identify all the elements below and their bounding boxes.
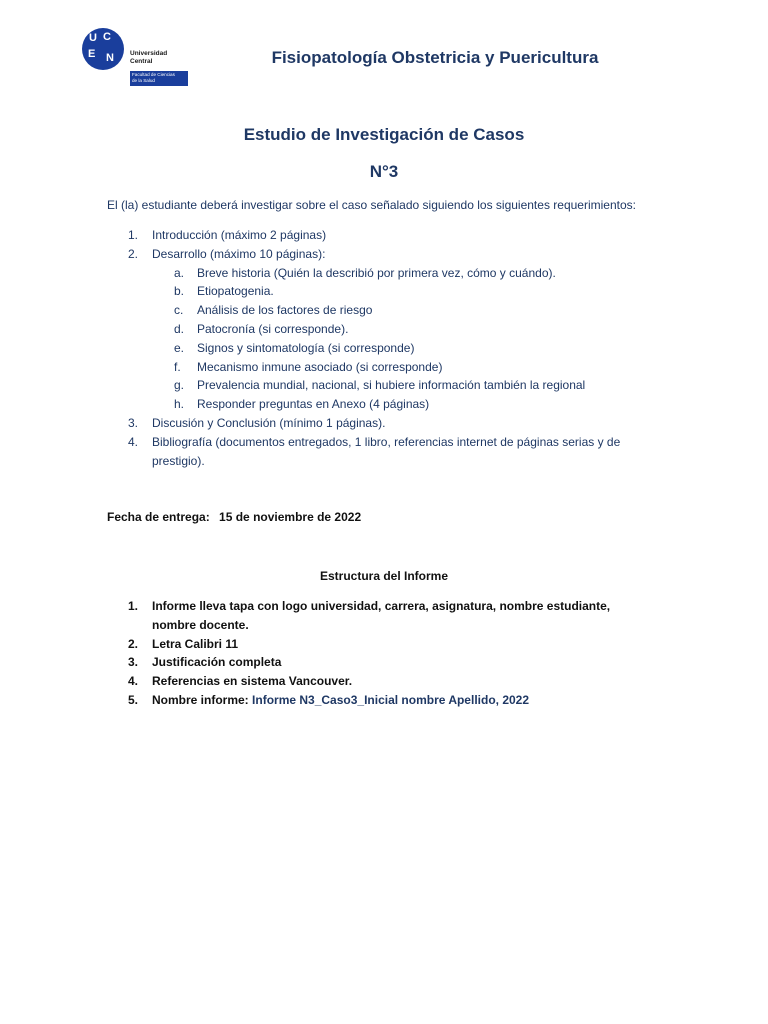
sub-item-letter: d. — [174, 321, 185, 336]
list-item-number: 4. — [128, 674, 139, 689]
logo-letter-e: E — [88, 48, 96, 60]
list-item-number: 5. — [128, 692, 139, 707]
sub-item-letter: g. — [174, 378, 185, 393]
list-item-text: Referencias en sistema Vancouver. — [152, 674, 353, 689]
logo-name-line2: Central — [130, 58, 153, 65]
sub-item-letter: h. — [174, 397, 185, 412]
list-item-text: Informe lleva tapa con logo universidad, carrera, asignatura, nombre estudiante, nombre docente. — [152, 599, 611, 632]
logo-letter-c: C — [103, 31, 111, 43]
list-item-number: 2. — [128, 246, 139, 261]
list-item-number: 3. — [128, 655, 139, 670]
list-item-number: 2. — [128, 636, 139, 651]
sub-item-text: Signos y sintomatología (si corresponde) — [197, 340, 415, 355]
sub-item-text: Etiopatogenia. — [197, 284, 274, 299]
sub-item-letter: b. — [174, 284, 185, 299]
course-title: Fisiopatología Obstetricia y Puericultura — [271, 48, 599, 67]
list-item-text: Letra Calibri 11 — [152, 636, 239, 651]
sub-item-text: Mecanismo inmune asociado (si corresponde) — [197, 359, 443, 374]
list-item-text: Introducción (máximo 2 páginas) — [152, 228, 327, 242]
logo-university-name — [130, 50, 167, 66]
logo-faculty-line2: de la Salud — [132, 78, 155, 83]
list-item-number: 1. — [128, 228, 139, 242]
logo-circle-icon — [82, 28, 124, 70]
intro-paragraph: El (la) estudiante deberá investigar sobre el caso señalado siguiendo los siguientes requerimientos: — [107, 198, 636, 212]
logo-letter-u: U — [89, 32, 97, 44]
logo-letter-n: N — [106, 52, 114, 64]
logo-name-line1: Universidad — [130, 50, 168, 57]
delivery-date: 15 de noviembre de 2022 — [219, 510, 362, 524]
sub-item-letter: e. — [174, 340, 185, 355]
list-item-text: Justificación completa — [152, 655, 282, 670]
document-title: Estudio de Investigación de Casos — [243, 125, 525, 144]
document-number: N°3 — [369, 162, 399, 181]
sub-item-letter: f. — [174, 359, 181, 374]
delivery-label: Fecha de entrega: — [107, 510, 210, 524]
list-item-text: Bibliografía (documentos entregados, 1 libro, referencias internet de páginas serias y de prestigio). — [152, 434, 621, 468]
logo-faculty-line1: Facultad de Ciencias — [132, 72, 175, 77]
list-item-number: 4. — [128, 434, 139, 449]
list-item-number: 3. — [128, 415, 139, 430]
sub-item-letter: a. — [174, 265, 185, 280]
sub-item-text: Patocronía (si corresponde). — [197, 321, 349, 336]
logo-faculty-banner — [130, 71, 188, 86]
report-name-label: Nombre informe: — [152, 692, 249, 707]
sub-item-text: Prevalencia mundial, nacional, si hubiere información también la regional — [197, 378, 586, 393]
delivery-date-line — [107, 510, 361, 524]
list-item-text — [152, 691, 529, 710]
sub-item-text: Responder preguntas en Anexo (4 páginas) — [197, 397, 430, 412]
structure-heading: Estructura del Informe — [319, 569, 449, 583]
list-item-text: Discusión y Conclusión (mínimo 1 páginas). — [152, 415, 386, 430]
sub-item-letter: c. — [174, 303, 184, 318]
university-logo — [82, 28, 202, 88]
list-item-number: 1. — [128, 599, 139, 613]
sub-item-text: Breve historia (Quién la describió por primera vez, cómo y cuándo). — [197, 265, 556, 280]
sub-item-text: Análisis de los factores de riesgo — [197, 303, 373, 318]
list-item-text: Desarrollo (máximo 10 páginas): — [152, 246, 326, 261]
report-name-format: Informe N3_Caso3_Inicial nombre Apellido, 2022 — [252, 692, 530, 707]
